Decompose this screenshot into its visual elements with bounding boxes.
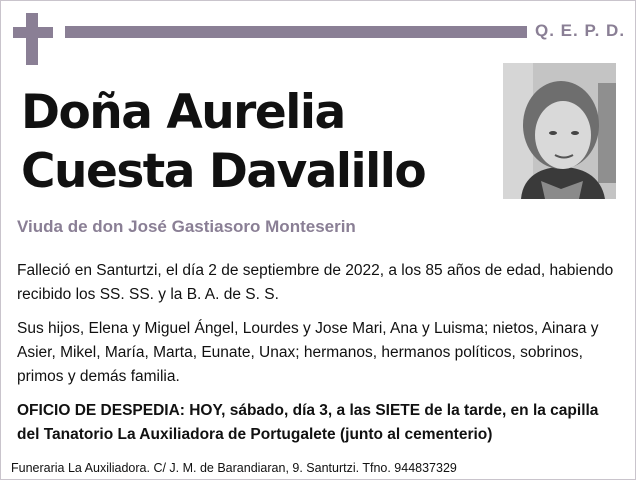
deceased-name [21, 83, 425, 201]
qepd-label: Q. E. P. D. [535, 21, 626, 40]
cross-icon [13, 13, 53, 65]
widow-subtitle: Viuda de don José Gastiasoro Monteserin [17, 217, 356, 236]
death-announcement: Falleció en Santurtzi, el día 2 de septiembre de 2022, a los 85 años de edad, habiendo recibido los SS. SS. y la B. A. de S. S. [17, 262, 614, 303]
portrait-illustration [503, 63, 616, 199]
deceased-name-line-2: Cuesta Davalillo [21, 144, 426, 199]
header-rule [65, 26, 527, 38]
deceased-name-line-1: Doña Aurelia [21, 85, 345, 140]
funeral-service: OFICIO DE DESPEDIA: HOY, sábado, día 3, a las SIETE de la tarde, en la capilla del Tanatorio La Auxiliadora de Portugalete (junto al cementerio) [17, 402, 599, 443]
funeral-home-footer: Funeraria La Auxiliadora. C/ J. M. de Barandiaran, 9. Santurtzi. Tfno. 944837329 [11, 461, 457, 475]
family-list: Sus hijos, Elena y Miguel Ángel, Lourdes y Jose Mari, Ana y Luisma; nietos, Ainara y Asier, Mikel, María, Marta, Eunate, Unax; hermanos, hermanos políticos, sobrinos, primos y demás familia. [17, 320, 599, 385]
portrait-photo [503, 63, 616, 199]
